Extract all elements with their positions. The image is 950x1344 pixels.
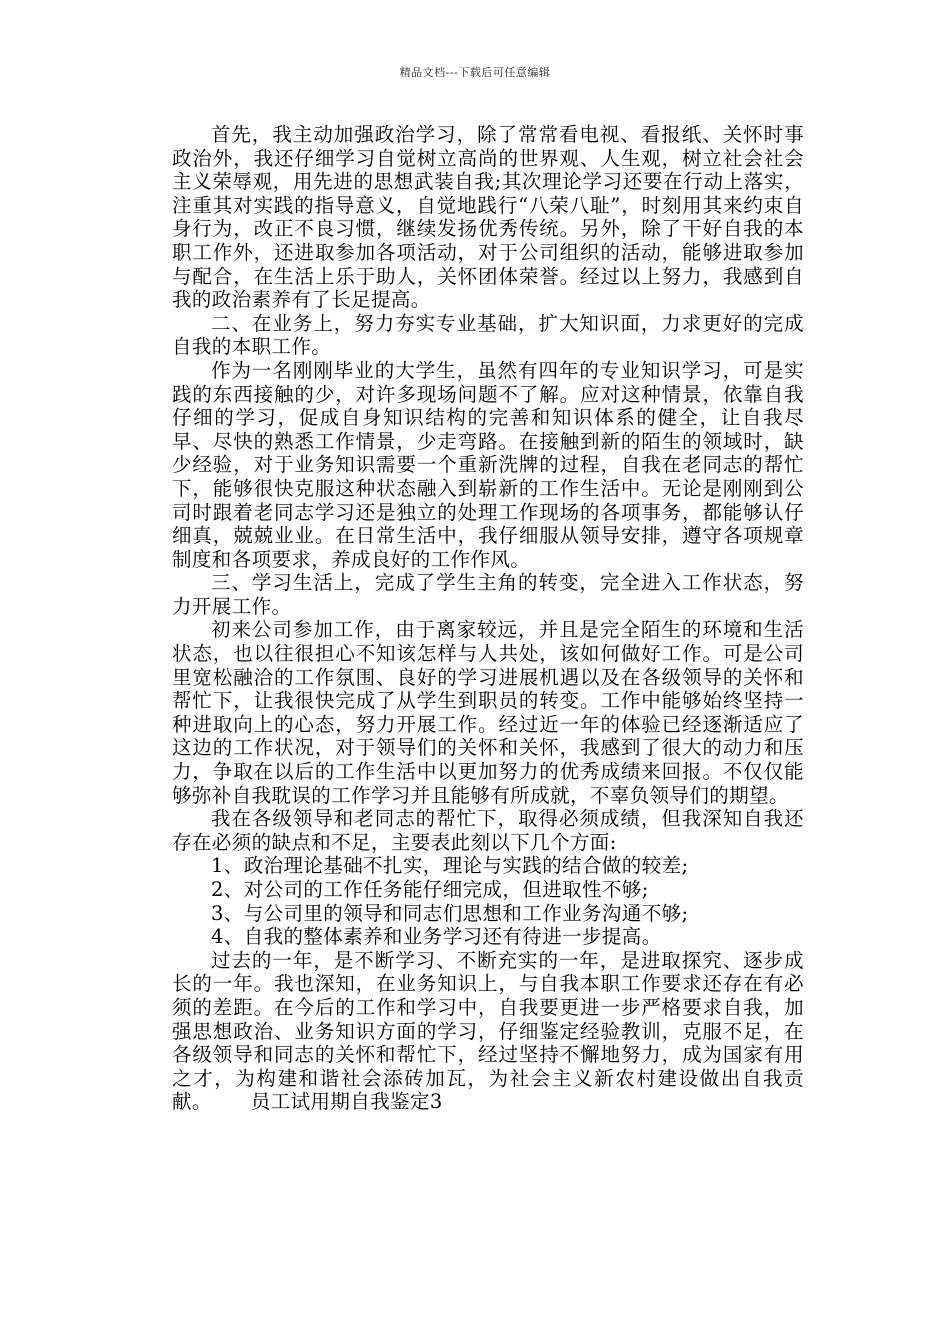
paragraph-section-3-heading: 三、学习生活上，完成了学生主角的转变，完全进入工作状态，努力开展工作。 [172,571,804,618]
paragraph-shortcomings-intro: 我在各级领导和老同志的帮忙下，取得必须成绩，但我深知自我还存在必须的缺点和不足，主要表此刻以下几个方面: [172,807,804,854]
paragraph-joining-company: 初来公司参加工作，由于离家较远，并且是完全陌生的环境和生活状态，也以往很担心不知该怎样与人共处，该如何做好工作。可是公司里宽松融洽的工作氛围、良好的学习进展机遇以及在各级领导的关怀和帮忙下，让我很快完成了从学生到职员的转变。工作中能够始终坚持一种进取向上的心态，努力开展工作。经过近一年的体验已经逐渐适应了这边的工作状况，对于领导们的关怀和关怀，我感到了很大的动力和压力，争取在以后的工作生活中以更加努力的优秀成绩来回报。不仅仅能够弥补自我耽误的工作学习并且能够有所成就，不辜负领导们的期望。 [172,618,804,807]
paragraph-section-2-heading: 二、在业务上，努力夯实专业基础，扩大知识面，力求更好的完成自我的本职工作。 [172,311,804,359]
list-item-4: 4、自我的整体素养和业务学习还有待进一步提高。 [211,925,662,949]
page-header: 精品文档---下载后可任意编辑 [399,66,551,79]
paragraph-graduate-experience: 作为一名刚刚毕业的大学生，虽然有四年的专业知识学习，可是实践的东西接触的少，对许多现场问题不了解。应对这种情景，依靠自我仔细的学习，促成自身知识结构的完善和知识体系的健全，让自我尽早、尽快的熟悉工作情景，少走弯路。在接触到新的陌生的领域时，缺少经验，对于业务知识需要一个重新洗牌的过程，自我在老同志的帮忙下，能够很快克服这种状态融入到崭新的工作生活中。无论是刚刚到公司时跟着老同志学习还是独立的处理工作现场的各项事务，都能够认仔细真，兢兢业业。在日常生活中，我仔细服从领导安排，遵守各项规章制度和各项要求，养成良好的工作作风。 [172,358,804,571]
paragraph-political-study: 首先，我主动加强政治学习，除了常常看电视、看报纸、关怀时事政治外，我还仔细学习自觉树立高尚的世界观、人生观，树立社会社会主义荣辱观，用先进的思想武装自我;其次理论学习还要在行动上落实，注重其对实践的指导意义，自觉地践行“八荣八耻”，时刻用其来约束自身行为，改正不良习惯，继续发扬优秀传统。另外，除了干好自我的本职工作外，还进取参加各项活动，对于公司组织的活动，能够进取参加与配合，在生活上乐于助人，关怀团体荣誉。经过以上努力，我感到自我的政治素养有了长足提高。 [172,123,804,312]
document-body [172,123,804,1114]
conclusion-text: 过去的一年，是不断学习、不断充实的一年，是进取探究、逐步成长的一年。我也深知，在业务知识上，与自我本职工作要求还存在有必须的差距。在今后的工作和学习中，自我要更进一步严格要求自我，加强思想政治、业务知识方面的学习，仔细鉴定经验教训，克服不足，在各级领导和同志的关怀和帮忙下，经过坚持不懈地努力，成为国家有用之才，为构建和谐社会添砖加瓦，为社会主义新农村建设做出自我贡献。 [172,948,804,1114]
list-item-2: 2、对公司的工作任务能仔细完成，但进取性不够; [211,878,649,901]
paragraph-conclusion [172,949,804,1114]
list-item-1: 1、政治理论基础不扎实，理论与实践的结合做的较差; [211,854,689,878]
list-item-3: 3、与公司里的领导和同志们思想和工作业务沟通不够; [211,901,689,925]
next-section-title: 员工试用期自我鉴定3 [250,1090,443,1114]
